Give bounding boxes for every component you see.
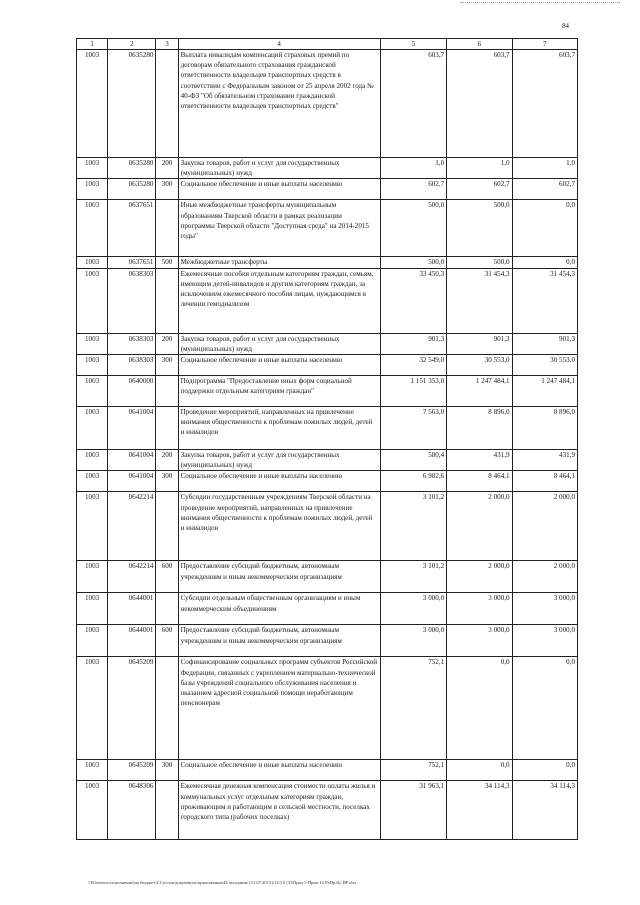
scan-header-mark [460, 2, 620, 6]
column-number: 2 [108, 39, 156, 50]
section-code-cell: 1003 [77, 407, 108, 450]
amount-cell: 602,7 [512, 179, 577, 200]
table-row [77, 200, 578, 257]
target-code-cell: 0635280 [108, 50, 156, 158]
amount-cell: 6 982,6 [380, 471, 446, 492]
section-code-cell: 1003 [77, 158, 108, 179]
amount-cell: 901,3 [380, 333, 446, 354]
amount-cell: 8 896,0 [447, 407, 512, 450]
section-code-cell: 1003 [77, 200, 108, 257]
target-code-cell: 0638303 [108, 268, 156, 333]
table-row [77, 355, 578, 376]
section-code-cell: 1003 [77, 471, 108, 492]
column-number: 6 [447, 39, 512, 50]
expense-type-cell: 200 [156, 333, 178, 354]
section-code-cell: 1003 [77, 333, 108, 354]
item-name-cell: Закупка товаров, работ и услуг для государственных (муниципальных) нужд [178, 333, 380, 354]
target-code-cell: 0644001 [108, 625, 156, 657]
expense-type-cell: 600 [156, 561, 178, 593]
amount-cell: 500,0 [380, 257, 446, 268]
item-name-cell: Выплата инвалидам компенсаций страховых премий по договорам обязательного страхования гражданской ответственности владельцев транспортных средств в соответствии с Федеральным законом от 25 апреля 2002 года № 40-ФЗ "Об обязательном страховании гражданской ответственности владельцев транспортных средств" [178, 50, 380, 158]
section-code-cell: 1003 [77, 355, 108, 376]
table-row [77, 657, 578, 760]
budget-table [76, 38, 578, 840]
amount-cell: 7 563,0 [380, 407, 446, 450]
table-row [77, 492, 578, 561]
amount-cell: 34 114,3 [512, 781, 577, 840]
target-code-cell: 0635280 [108, 179, 156, 200]
expense-type-cell [156, 407, 178, 450]
amount-cell: 603,7 [512, 50, 577, 158]
target-code-cell: 0637651 [108, 200, 156, 257]
item-name-cell: Социальное обеспечение и иные выплаты населению [178, 760, 380, 781]
item-name-cell: Предоставление субсидий бюджетным, автономным учреждениям и иным некоммерческим организациям [178, 625, 380, 657]
expense-type-cell [156, 50, 178, 158]
expense-type-cell: 300 [156, 355, 178, 376]
item-name-cell: Ежемесячная денежная компенсация стоимости оплаты жилья и коммунальных услуг отдельным категориям граждан, проживающим и работающим в сельской местности, поселках городского типа (рабочих поселках) [178, 781, 380, 840]
expense-type-cell: 300 [156, 179, 178, 200]
target-code-cell: 0648306 [108, 781, 156, 840]
expense-type-cell: 600 [156, 625, 178, 657]
table-row [77, 625, 578, 657]
section-code-cell: 1003 [77, 593, 108, 625]
item-name-cell: Закупка товаров, работ и услуг для государственных (муниципальных) нужд [178, 158, 380, 179]
amount-cell: 580,4 [380, 450, 446, 471]
amount-cell: 2 000,0 [447, 492, 512, 561]
target-code-cell: 0641004 [108, 471, 156, 492]
target-code-cell: 0641004 [108, 450, 156, 471]
table-row [77, 561, 578, 593]
amount-cell: 500,0 [447, 257, 512, 268]
amount-cell: 1,0 [447, 158, 512, 179]
amount-cell: 3 101,2 [380, 492, 446, 561]
target-code-cell: 0635280 [108, 158, 156, 179]
item-name-cell: Проведение мероприятий, направленных на привлечение внимания общественности к проблемам пожилых людей, детей и инвалидов [178, 407, 380, 450]
amount-cell: 1 151 353,0 [380, 376, 446, 407]
amount-cell: 0,0 [447, 760, 512, 781]
target-code-cell: 0640000 [108, 376, 156, 407]
section-code-cell: 1003 [77, 450, 108, 471]
column-number: 7 [512, 39, 577, 50]
section-code-cell: 1003 [77, 268, 108, 333]
expense-type-cell [156, 492, 178, 561]
item-name-cell: Иные межбюджетные трансферты муниципальным образованиям Тверской области в рамках реализации программы Тверской области "Доступная среда" на 2014-2015 годы" [178, 200, 380, 257]
amount-cell: 8 464,1 [512, 471, 577, 492]
section-code-cell: 1003 [77, 561, 108, 593]
expense-type-cell [156, 376, 178, 407]
item-name-cell: Предоставление субсидий бюджетным, автономным учреждениям и иным некоммерческим организациям [178, 561, 380, 593]
expense-type-cell [156, 200, 178, 257]
expense-type-cell: 200 [156, 158, 178, 179]
table-row [77, 376, 578, 407]
amount-cell: 2 000,0 [447, 561, 512, 593]
amount-cell: 3 000,0 [512, 593, 577, 625]
page-number: 84 [562, 22, 569, 30]
amount-cell: 0,0 [512, 257, 577, 268]
expense-type-cell: 300 [156, 471, 178, 492]
table-row [77, 781, 578, 840]
amount-cell: 901,3 [512, 333, 577, 354]
item-name-cell: Софинансирование социальных программ субъектов Российской Федерации, связанных с укреплением материально-технической базы учреждений социального обслуживания населения и оказанием адресной социальной помощи неработающим пенсионерам [178, 657, 380, 760]
amount-cell: 1 247 484,1 [447, 376, 512, 407]
table-row [77, 333, 578, 354]
amount-cell: 34 114,3 [447, 781, 512, 840]
amount-cell: 0,0 [512, 760, 577, 781]
amount-cell: 1,0 [380, 158, 446, 179]
table-row [77, 257, 578, 268]
target-code-cell: 0638303 [108, 355, 156, 376]
amount-cell: 1,0 [512, 158, 577, 179]
amount-cell: 602,7 [380, 179, 446, 200]
expense-type-cell: 200 [156, 450, 178, 471]
target-code-cell: 0645209 [108, 657, 156, 760]
column-number-row [77, 39, 578, 50]
table-row [77, 760, 578, 781]
target-code-cell: 0642214 [108, 492, 156, 561]
amount-cell: 431,9 [447, 450, 512, 471]
column-number: 5 [380, 39, 446, 50]
expense-type-cell [156, 268, 178, 333]
amount-cell: 2 000,0 [512, 561, 577, 593]
amount-cell: 32 549,0 [380, 355, 446, 376]
amount-cell: 31 454,3 [512, 268, 577, 333]
item-name-cell: Межбюджетные трансферты [178, 257, 380, 268]
section-code-cell: 1003 [77, 492, 108, 561]
amount-cell: 1 247 484,1 [512, 376, 577, 407]
section-code-cell: 1003 [77, 50, 108, 158]
amount-cell: 0,0 [512, 657, 577, 760]
section-code-cell: 1003 [77, 257, 108, 268]
expense-type-cell [156, 781, 178, 840]
table-row [77, 407, 578, 450]
amount-cell: 752,1 [380, 657, 446, 760]
amount-cell: 603,7 [447, 50, 512, 158]
column-number: 1 [77, 39, 108, 50]
section-code-cell: 1003 [77, 781, 108, 840]
target-code-cell: 0641004 [108, 407, 156, 450]
amount-cell: 3 000,0 [512, 625, 577, 657]
section-code-cell: 1003 [77, 179, 108, 200]
amount-cell: 30 553,0 [512, 355, 577, 376]
amount-cell: 30 553,0 [447, 355, 512, 376]
amount-cell: 500,0 [447, 200, 512, 257]
amount-cell: 3 000,0 [447, 625, 512, 657]
expense-type-cell: 500 [156, 257, 178, 268]
item-name-cell: Подпрограмма "Предоставление иных форм социальной поддержки отдельным категориям граждан" [178, 376, 380, 407]
item-name-cell: Социальное обеспечение и иные выплаты населению [178, 471, 380, 492]
amount-cell: 8 464,1 [447, 471, 512, 492]
item-name-cell: Ежемесячные пособия отдельным категориям граждан, семьям, имеющим детей-инвалидов и другим категориям граждан, за исключением ежемесячного пособия лицам, нуждающимся в лечении гемодиализом [178, 268, 380, 333]
table-row [77, 268, 578, 333]
target-code-cell: 0644001 [108, 593, 156, 625]
amount-cell: 603,7 [380, 50, 446, 158]
table-row [77, 450, 578, 471]
table-row [77, 593, 578, 625]
target-code-cell: 0645209 [108, 760, 156, 781]
amount-cell: 8 896,0 [512, 407, 577, 450]
item-name-cell: Социальное обеспечение и иные выплаты населению [178, 179, 380, 200]
item-name-cell: Субсидии государственным учреждениям Тверской области на проведение мероприятий, направленных на привлечение внимания общественности к проблемам пожилых людей, детей и инвалидов [178, 492, 380, 561]
amount-cell: 2 000,0 [512, 492, 577, 561]
item-name-cell: Социальное обеспечение и иные выплаты населению [178, 355, 380, 376]
file-path-footer: \\Fileserver\исполнение\на бюджет\2 Сессия\документы\приложения\43 заседание (31 07.2013)\12\)\5 (3)\Прил.5 Прил.12 РзПр Цс ВР.xlsx [88, 880, 357, 885]
amount-cell: 3 000,0 [380, 625, 446, 657]
table-row [77, 471, 578, 492]
amount-cell: 31 454,3 [447, 268, 512, 333]
table-row [77, 179, 578, 200]
amount-cell: 31 963,1 [380, 781, 446, 840]
section-code-cell: 1003 [77, 625, 108, 657]
section-code-cell: 1003 [77, 760, 108, 781]
table-row [77, 158, 578, 179]
section-code-cell: 1003 [77, 657, 108, 760]
expense-type-cell [156, 593, 178, 625]
amount-cell: 3 000,0 [447, 593, 512, 625]
target-code-cell: 0642214 [108, 561, 156, 593]
expense-type-cell: 300 [156, 760, 178, 781]
amount-cell: 0,0 [512, 200, 577, 257]
column-number: 3 [156, 39, 178, 50]
table-row [77, 50, 578, 158]
column-number: 4 [178, 39, 380, 50]
amount-cell: 602,7 [447, 179, 512, 200]
table-body [77, 50, 578, 840]
amount-cell: 431,9 [512, 450, 577, 471]
target-code-cell: 0637651 [108, 257, 156, 268]
section-code-cell: 1003 [77, 376, 108, 407]
item-name-cell: Субсидии отдельным общественным организациям и иным некоммерческим объединениям [178, 593, 380, 625]
amount-cell: 500,0 [380, 200, 446, 257]
expense-type-cell [156, 657, 178, 760]
amount-cell: 752,1 [380, 760, 446, 781]
amount-cell: 3 000,0 [380, 593, 446, 625]
amount-cell: 901,3 [447, 333, 512, 354]
target-code-cell: 0638303 [108, 333, 156, 354]
amount-cell: 3 101,2 [380, 561, 446, 593]
amount-cell: 33 450,3 [380, 268, 446, 333]
item-name-cell: Закупка товаров, работ и услуг для государственных (муниципальных) нужд [178, 450, 380, 471]
amount-cell: 0,0 [447, 657, 512, 760]
